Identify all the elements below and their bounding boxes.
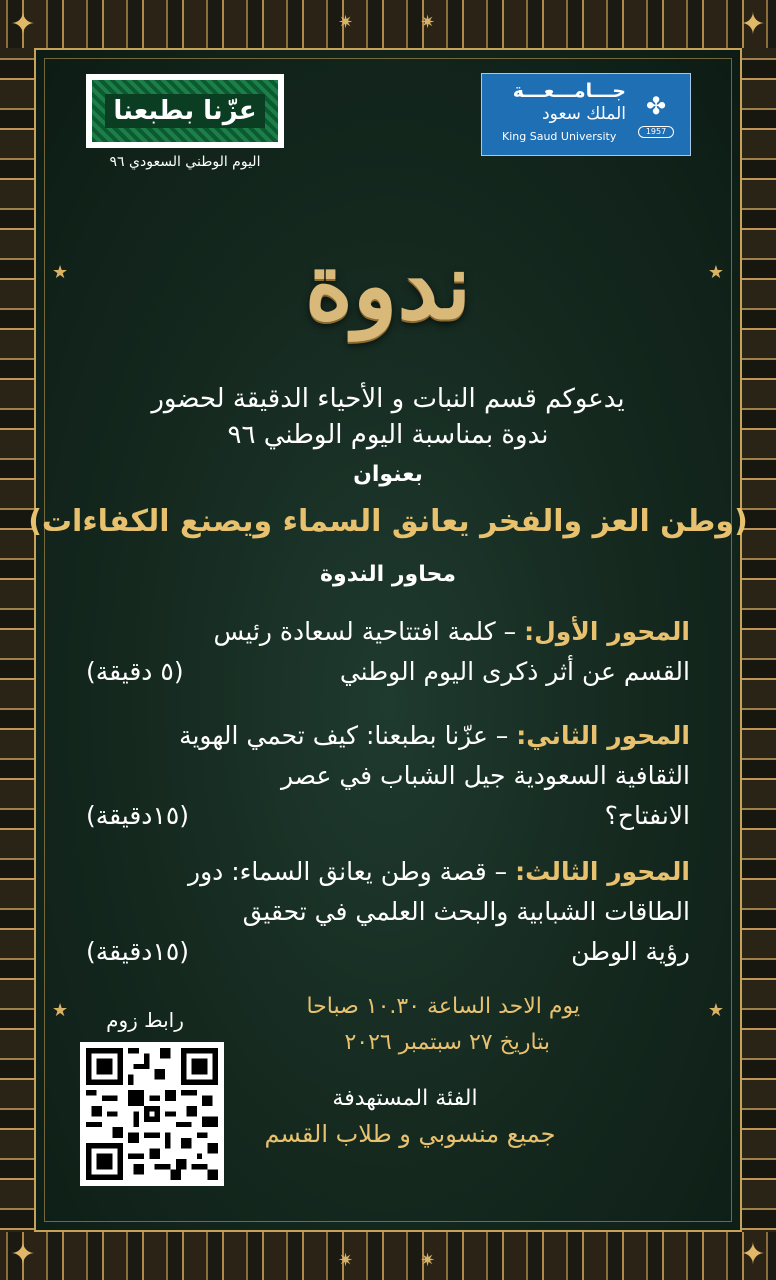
axis-duration: (١٥دقيقة) xyxy=(86,801,190,830)
axis-item-3 xyxy=(86,852,690,972)
qr-code-icon xyxy=(86,1048,218,1180)
ksu-name-line1: جـــامـــعـــة xyxy=(512,80,626,102)
star-ornament-icon: ✷ xyxy=(420,1250,436,1271)
intro-line-1: يدعوكم قسم النبات و الأحياء الدقيقة لحضور xyxy=(151,384,625,414)
axis-text: رؤية الوطن xyxy=(571,937,690,966)
axis-duration: (٥ دقيقة) xyxy=(86,657,184,686)
star-ornament-icon: ★ xyxy=(52,262,69,283)
corner-ornament-icon: ✦ xyxy=(10,1237,36,1272)
page-title: ندوة xyxy=(304,232,472,340)
axis-text: الطاقات الشبابية والبحث العلمي في تحقيق xyxy=(242,897,690,926)
corner-ornament-icon: ✦ xyxy=(10,7,36,42)
ornamental-border-top xyxy=(0,0,776,50)
zoom-qr-code[interactable] xyxy=(80,1042,224,1186)
axis-heading: المحور الأول: xyxy=(524,617,690,646)
audience-label: الفئة المستهدفة xyxy=(332,1086,478,1111)
star-ornament-icon: ★ xyxy=(52,1000,69,1021)
ksu-name-en: King Saud University xyxy=(502,130,617,143)
azna-bitabana-logo xyxy=(86,74,284,148)
star-ornament-icon: ★ xyxy=(707,1000,724,1021)
schedule-date: بتاريخ ٢٧ سبتمبر ٢٠٢٦ xyxy=(344,1030,550,1055)
ornamental-border-left xyxy=(0,48,36,1232)
axis-text: القسم عن أثر ذكرى اليوم الوطني xyxy=(339,657,690,686)
star-ornament-icon: ★ xyxy=(707,262,724,283)
axis-text: الانفتاح؟ xyxy=(604,801,690,830)
azna-logo-text: عزّنا بطبعنا xyxy=(105,94,264,128)
intro-line-2: ندوة بمناسبة اليوم الوطني ٩٦ xyxy=(227,420,549,450)
axes-heading: محاور الندوة xyxy=(320,562,456,587)
axis-item-1 xyxy=(86,612,690,692)
ksu-name-line2: الملك سعود xyxy=(542,104,626,124)
star-ornament-icon: ✷ xyxy=(338,1250,354,1271)
ornamental-border-bottom xyxy=(0,1230,776,1280)
palm-swords-emblem-icon: ✤ 1957 xyxy=(634,86,678,144)
ornamental-border-right xyxy=(740,48,776,1232)
star-ornament-icon: ✷ xyxy=(420,12,436,33)
audience-value: جميع منسوبي و طلاب القسم xyxy=(264,1120,556,1148)
azna-subtitle: اليوم الوطني السعودي ٩٦ xyxy=(109,154,261,170)
zoom-link-label: رابط زوم xyxy=(106,1008,184,1032)
axis-item-2 xyxy=(86,716,690,836)
schedule-time: يوم الاحد الساعة ١٠.٣٠ صباحا xyxy=(306,994,580,1019)
corner-ornament-icon: ✦ xyxy=(740,7,766,42)
axis-heading: المحور الثاني: xyxy=(516,721,690,750)
title-label: بعنوان xyxy=(353,462,423,487)
seminar-title: (وطن العز والفخر يعانق السماء ويصنع الكفاءات) xyxy=(28,504,748,539)
king-saud-university-logo xyxy=(481,73,691,156)
axis-text: – قصة وطن يعانق السماء: دور xyxy=(188,857,516,886)
axis-text: الثقافية السعودية جيل الشباب في عصر xyxy=(280,761,690,790)
axis-heading: المحور الثالث: xyxy=(515,857,690,886)
ksu-year: 1957 xyxy=(638,126,674,138)
star-ornament-icon: ✷ xyxy=(338,12,354,33)
axis-text: – عزّنا بطبعنا: كيف تحمي الهوية xyxy=(179,721,517,750)
axis-duration: (١٥دقيقة) xyxy=(86,937,190,966)
axis-text: – كلمة افتتاحية لسعادة رئيس xyxy=(213,617,525,646)
corner-ornament-icon: ✦ xyxy=(740,1237,766,1272)
